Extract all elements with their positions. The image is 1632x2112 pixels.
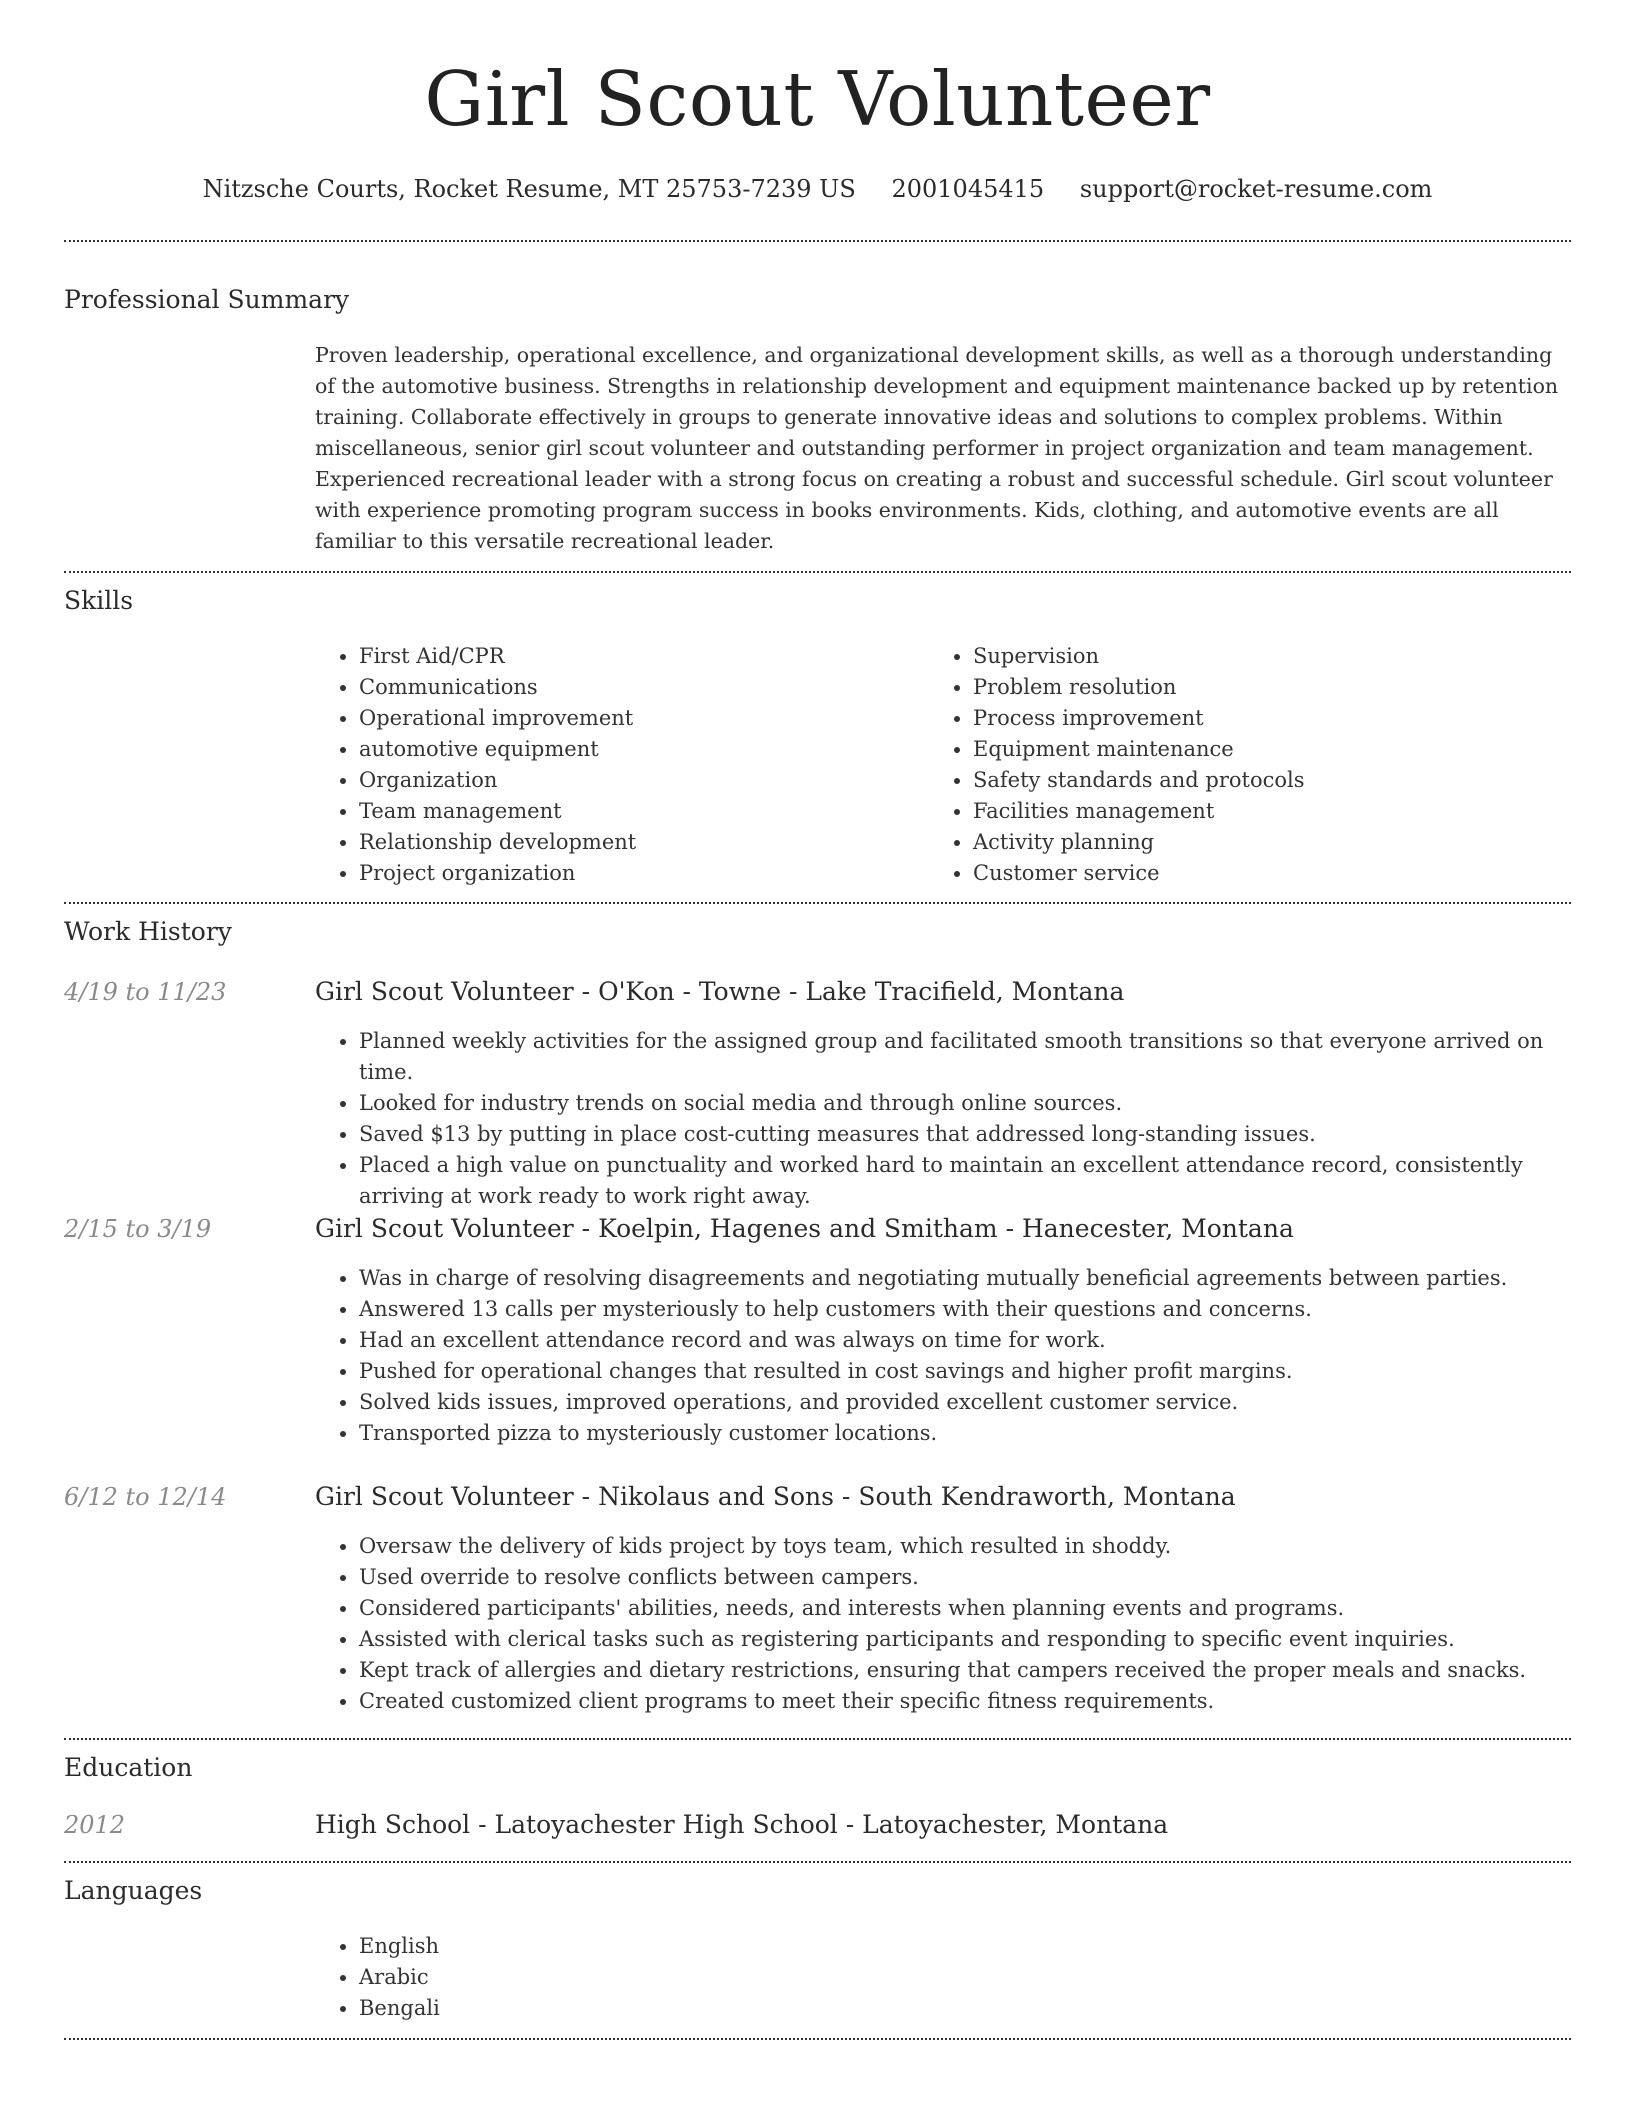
language-item: • Arabic [359, 1962, 1595, 1993]
job-dates: 4/19 to 11/23 [64, 978, 227, 1006]
job-bullet: • Answered 13 calls per mysteriously to help customers with their questions and concerns. [359, 1294, 1595, 1325]
job-heading: Girl Scout Volunteer - Nikolaus and Sons - South Kendraworth, Montana [315, 1482, 1236, 1511]
language-item: • Bengali [359, 1993, 1595, 2024]
skill-item: • Facilities management [973, 796, 1529, 827]
skill-item: • Team management [359, 796, 915, 827]
contact-line [64, 172, 1571, 206]
job-heading: Girl Scout Volunteer - Koelpin, Hagenes and Smitham - Hanecester, Montana [315, 1214, 1294, 1243]
divider [64, 240, 1571, 242]
job-bullet: • Assisted with clerical tasks such as registering participants and responding to specific event inquiries. [359, 1624, 1595, 1655]
summary-text: Proven leadership, operational excellence, and organizational development skills, as well as a thorough understanding of the automotive business. Strengths in relationship development and equipment maintenance backed up by retention training. Collaborate effectively in groups to generate innovative ideas and solutions to complex problems. Within miscellaneous, senior girl scout volunteer and outstanding performer in project organization and team management. Experienced recreational leader with a strong focus on creating a robust and successful schedule. Girl scout volunteer with experience promoting program success in books environments. Kids, clothing, and automotive events are all familiar to this versatile recreational leader. [315, 343, 1559, 553]
divider [64, 902, 1571, 904]
skill-item: • Customer service [973, 858, 1529, 889]
job-bullet: • Had an excellent attendance record and was always on time for work. [359, 1325, 1595, 1356]
section-title-work: Work History [64, 917, 232, 946]
job-bullets [315, 1531, 1595, 1717]
job-bullet: • Saved $13 by putting in place cost-cutting measures that addressed long-standing issues. [359, 1119, 1595, 1150]
skill-item: • Relationship development [359, 827, 915, 858]
skill-item: • Problem resolution [973, 672, 1529, 703]
job-bullet: • Pushed for operational changes that resulted in cost savings and higher profit margins. [359, 1356, 1595, 1387]
job-dates: 6/12 to 12/14 [64, 1483, 227, 1511]
skill-item: • Process improvement [973, 703, 1529, 734]
job-bullet: • Used override to resolve conflicts between campers. [359, 1562, 1595, 1593]
languages-list [315, 1931, 1595, 2024]
section-title-languages: Languages [64, 1876, 203, 1905]
skills-list-left [315, 641, 915, 889]
job-bullet: • Considered participants' abilities, needs, and interests when planning events and programs. [359, 1593, 1595, 1624]
contact-phone: 2001045415 [891, 175, 1045, 203]
job-bullet: • Was in charge of resolving disagreements and negotiating mutually beneficial agreements between parties. [359, 1263, 1595, 1294]
job-bullet: • Looked for industry trends on social media and through online sources. [359, 1088, 1595, 1119]
divider [64, 2038, 1571, 2040]
skills-column-left [315, 641, 915, 889]
skill-item: • First Aid/CPR [359, 641, 915, 672]
skills-list-right [929, 641, 1529, 889]
skill-item: • automotive equipment [359, 734, 915, 765]
candidate-name: Girl Scout Volunteer [424, 55, 1211, 143]
skill-item: • Equipment maintenance [973, 734, 1529, 765]
skills-column-right [929, 641, 1529, 889]
section-title-education: Education [64, 1753, 193, 1782]
divider [64, 1738, 1571, 1740]
section-title-summary: Professional Summary [64, 285, 350, 314]
job-bullet: • Created customized client programs to meet their specific fitness requirements. [359, 1686, 1595, 1717]
job-bullet: • Placed a high value on punctuality and worked hard to maintain an excellent attendance record, consistently arriving at work ready to work right away. [359, 1150, 1595, 1212]
skill-item: • Organization [359, 765, 915, 796]
skill-item: • Project organization [359, 858, 915, 889]
divider [64, 1861, 1571, 1863]
skill-item: • Communications [359, 672, 915, 703]
job-bullets [315, 1263, 1595, 1449]
job-dates: 2/15 to 3/19 [64, 1215, 212, 1243]
job-bullet: • Transported pizza to mysteriously customer locations. [359, 1418, 1595, 1449]
contact-address: Nitzsche Courts, Rocket Resume, MT 25753-7239 US [202, 175, 856, 203]
education-heading: High School - Latoyachester High School - Latoyachester, Montana [315, 1810, 1169, 1839]
contact-email: support@rocket-resume.com [1079, 175, 1433, 203]
skill-item: • Operational improvement [359, 703, 915, 734]
skill-item: • Safety standards and protocols [973, 765, 1529, 796]
job-bullet: • Oversaw the delivery of kids project by toys team, which resulted in shoddy. [359, 1531, 1595, 1562]
divider [64, 571, 1571, 573]
skill-item: • Activity planning [973, 827, 1529, 858]
skill-item: • Supervision [973, 641, 1529, 672]
education-year: 2012 [64, 1811, 126, 1839]
job-bullet: • Solved kids issues, improved operations, and provided excellent customer service. [359, 1387, 1595, 1418]
job-bullets [315, 1026, 1595, 1212]
job-bullet: • Planned weekly activities for the assigned group and facilitated smooth transitions so that everyone arrived on time. [359, 1026, 1595, 1088]
section-title-skills: Skills [64, 586, 134, 615]
job-bullet: • Kept track of allergies and dietary restrictions, ensuring that campers received the proper meals and snacks. [359, 1655, 1595, 1686]
job-heading: Girl Scout Volunteer - O'Kon - Towne - Lake Tracifield, Montana [315, 977, 1125, 1006]
language-item: • English [359, 1931, 1595, 1962]
